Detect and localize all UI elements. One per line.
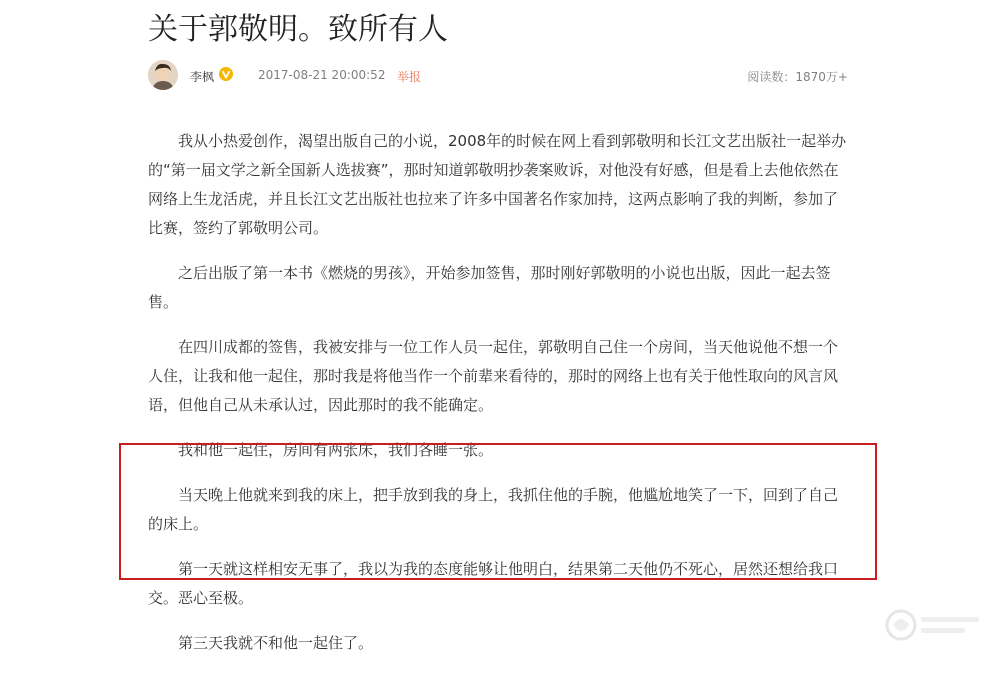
paragraph: 之后出版了第一本书《燃烧的男孩》，开始参加签售，那时刚好郭敬明的小说也出版，因此一起去签售。 xyxy=(148,264,831,311)
weibo-v-badge-icon xyxy=(219,67,233,81)
report-button[interactable]: 举报 xyxy=(397,70,422,84)
read-count: 阅读数：1870万+ xyxy=(747,70,848,84)
article-title: 关于郭敬明。致所有人 xyxy=(148,12,448,47)
article-meta xyxy=(148,60,848,92)
watermark-logo xyxy=(879,603,989,647)
paragraph: 我从小热爱创作，渴望出版自己的小说，2008年的时候在网上看到郭敬明和长江文艺出版社一起举办的“第一届文学之新全国新人选拔赛”，那时知道郭敬明抄袭案败诉，对他没有好感，但是看上去他依然在网络上生龙活虎，并且长江文艺出版社也拉来了许多中国著名作家加持，这两点影响了我的判断，参加了比赛，签约了郭敬明公司。 xyxy=(148,132,847,237)
paragraph: 在四川成都的签售，我被安排与一位工作人员一起住，郭敬明自己住一个房间，当天他说他不想一个人住，让我和他一起住，那时我是将他当作一个前辈来看待的，那时的网络上也有关于他性取向的风言风语，但他自己从未承认过，因此那时的我不能确定。 xyxy=(148,338,839,414)
paragraph: 第一天就这样相安无事了，我以为我的态度能够让他明白，结果第二天他仍不死心，居然还想给我口交。恶心至极。 xyxy=(148,560,839,607)
paragraph: 当天晚上他就来到我的床上，把手放到我的身上，我抓住他的手腕，他尴尬地笑了一下，回到了自己的床上。 xyxy=(148,486,839,533)
paragraph: 我和他一起住，房间有两张床，我们各睡一张。 xyxy=(178,441,494,459)
article-body xyxy=(148,127,848,674)
avatar-image xyxy=(148,60,178,90)
author-name[interactable]: 李枫 xyxy=(190,70,215,84)
paragraph: 第三天我就不和他一起住了。 xyxy=(178,634,374,652)
publish-timestamp: 2017-08-21 20:00:52 xyxy=(258,68,386,82)
author-avatar[interactable] xyxy=(148,60,178,90)
